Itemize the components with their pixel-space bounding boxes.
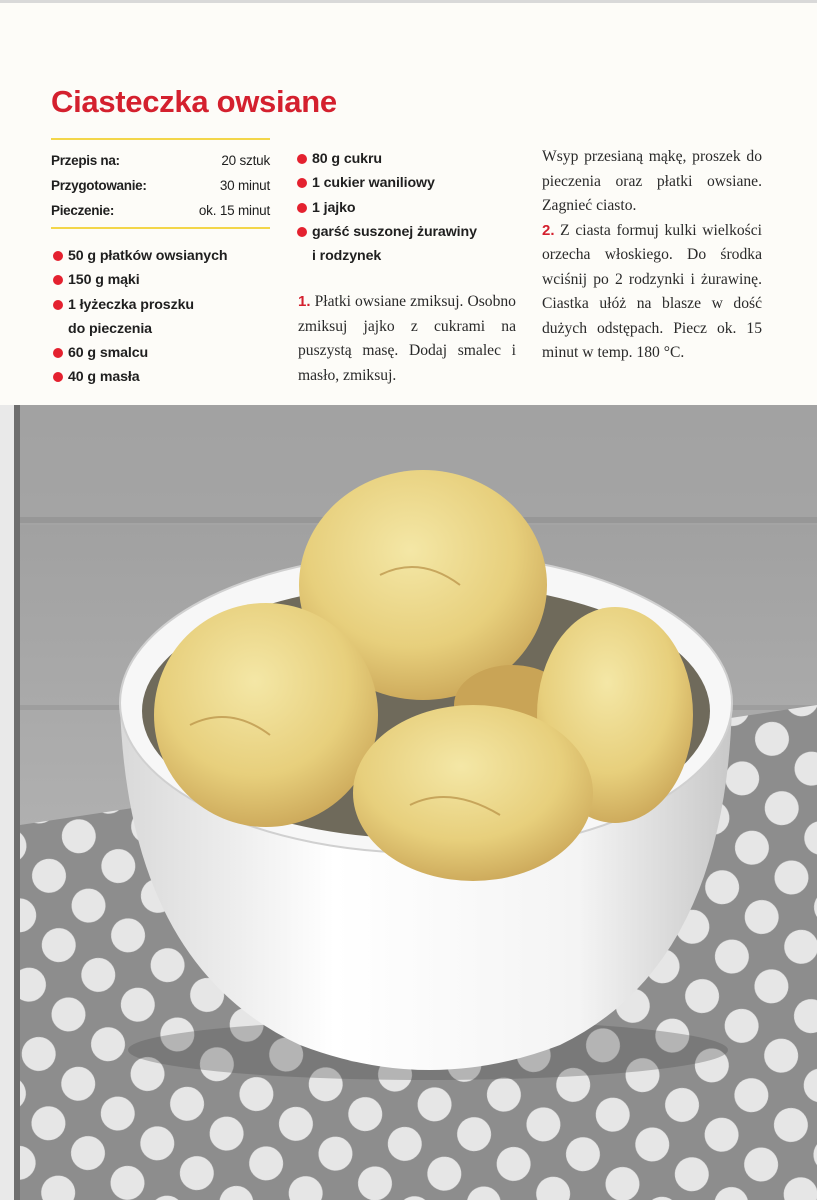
ingredient-item: 1 jajko (295, 196, 520, 220)
step-1-text-part-b: Wsyp przesianą mąkę, proszek do pieczenia oraz płatki owsiane. Zagnieć ciasto. (542, 148, 762, 214)
ingredient-continuation: i rodzynek (312, 248, 382, 265)
step-number: 1. (298, 293, 311, 310)
meta-row-servings (51, 148, 270, 173)
page-top-edge (0, 0, 817, 3)
step-1-continued-and-step-2 (542, 145, 762, 366)
step-2-text: Z ciasta formuj kulki wielkości orzecha włoskiego. Do środka wciśnij po 2 rodzynki i żurawinę. Ciastka ułóż na blasze w dość dużych odstępach. Piecz ok. 15 minut w temp. 180 °C. (542, 221, 762, 361)
ingredient-continuation: do pieczenia (68, 320, 152, 337)
bowl-of-cookies-illustration (0, 405, 817, 1200)
ingredient-item: 1 łyżeczka proszku do pieczenia (51, 293, 276, 342)
recipe-meta-box (51, 138, 270, 229)
bullet-dot-icon (53, 372, 63, 382)
recipe-title: Ciasteczka owsiane (51, 84, 337, 119)
ingredient-item: 40 g masła (51, 365, 276, 389)
cookies-photo (0, 405, 817, 1200)
meta-row-prep-time (51, 173, 270, 198)
bullet-dot-icon (297, 178, 307, 188)
bullet-dot-icon (53, 348, 63, 358)
ingredient-item: 1 cukier waniliowy (295, 171, 520, 195)
ingredient-item: 60 g smalcu (51, 341, 276, 365)
step-1 (298, 290, 516, 388)
meta-value: ok. 15 minut (198, 203, 270, 218)
meta-row-bake-time (51, 198, 270, 223)
ingredient-item: 80 g cukru (295, 147, 520, 171)
meta-label: Przygotowanie: (51, 178, 147, 193)
meta-value: 20 sztuk (221, 153, 270, 168)
ingredients-list-2 (295, 147, 520, 268)
meta-label: Pieczenie: (51, 203, 115, 218)
bullet-dot-icon (297, 154, 307, 164)
bullet-dot-icon (297, 227, 307, 237)
meta-bottom-rule (51, 227, 270, 229)
step-number: 2. (542, 221, 555, 239)
ingredients-list-1 (51, 244, 276, 390)
bullet-dot-icon (297, 203, 307, 213)
bullet-dot-icon (53, 300, 63, 310)
ingredient-item: 150 g mąki (51, 268, 276, 292)
step-1-text-part-a: Płatki owsiane zmiksuj. Osobno zmiksuj jajko z cukrami na puszystą masę. Dodaj smalec i masło, zmiksuj. (298, 293, 516, 384)
ingredient-item: garść suszonej żurawiny i rodzynek (295, 220, 520, 269)
meta-label: Przepis na: (51, 153, 120, 168)
cookie (353, 705, 593, 881)
meta-value: 30 minut (219, 178, 270, 193)
bullet-dot-icon (53, 251, 63, 261)
bullet-dot-icon (53, 275, 63, 285)
ingredient-item: 50 g płatków owsianych (51, 244, 276, 268)
cookie (154, 603, 378, 827)
